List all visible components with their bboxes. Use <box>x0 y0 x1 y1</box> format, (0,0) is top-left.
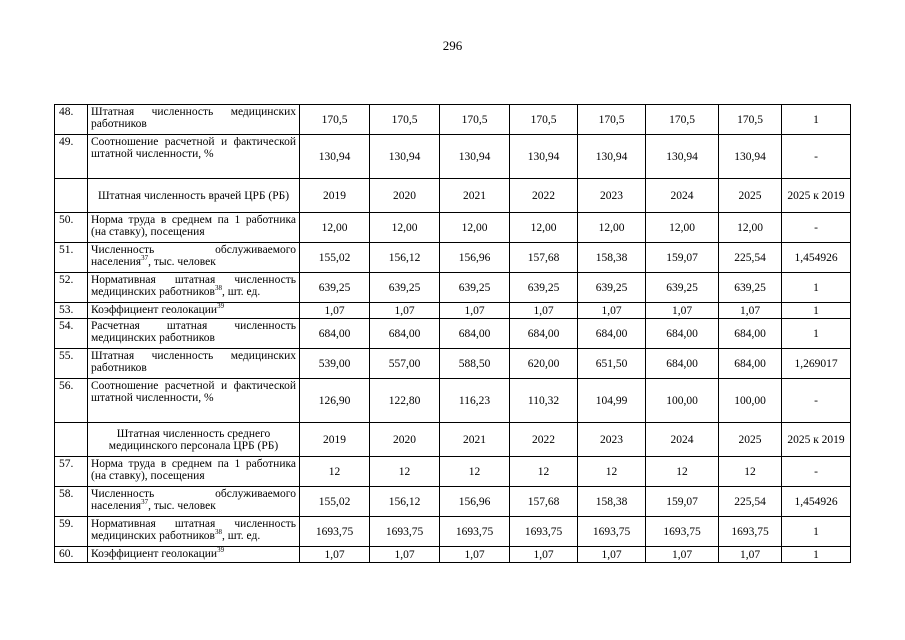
value-cell: 12 <box>719 457 782 487</box>
value-cell: 639,25 <box>370 273 440 303</box>
table-row <box>55 213 851 243</box>
row-description <box>88 243 300 273</box>
row-description <box>88 487 300 517</box>
value-cell: 639,25 <box>510 273 578 303</box>
row-description: Расчетная штатная численность медицинских работников <box>88 319 300 349</box>
value-cell: 1,07 <box>578 303 646 319</box>
row-description: Норма труда в среднем па 1 работника (на ставку), посещения <box>88 457 300 487</box>
row-number <box>55 423 88 457</box>
value-cell: 684,00 <box>370 319 440 349</box>
row-description <box>88 547 300 563</box>
value-cell: 156,12 <box>370 487 440 517</box>
year-header-cell: 2023 <box>578 179 646 213</box>
row-description: Штатная численность медицинских работников <box>88 105 300 135</box>
row-description <box>88 273 300 303</box>
value-cell: 639,25 <box>578 273 646 303</box>
value-cell: 1,07 <box>719 303 782 319</box>
value-cell: 130,94 <box>370 135 440 179</box>
value-cell: 122,80 <box>370 379 440 423</box>
value-cell: 156,96 <box>440 243 510 273</box>
year-header-cell: 2025 <box>719 179 782 213</box>
value-cell: 159,07 <box>646 487 719 517</box>
value-cell: 684,00 <box>440 319 510 349</box>
table-row <box>55 487 851 517</box>
value-cell: 639,25 <box>300 273 370 303</box>
value-cell: 158,38 <box>578 243 646 273</box>
year-header-cell: 2024 <box>646 179 719 213</box>
description-text: Коэффициент геолокации <box>91 548 218 560</box>
value-cell: 12 <box>440 457 510 487</box>
row-number: 50. <box>55 213 88 243</box>
value-cell: 1,07 <box>370 303 440 319</box>
value-cell: 539,00 <box>300 349 370 379</box>
row-number: 56. <box>55 379 88 423</box>
value-cell: 1,07 <box>300 303 370 319</box>
value-cell: 684,00 <box>646 349 719 379</box>
value-cell: 157,68 <box>510 487 578 517</box>
description-text: Коэффициент геолокации <box>91 304 218 316</box>
row-description: Соотношение расчетной и фактической штатной численности, % <box>88 135 300 179</box>
value-cell: 156,12 <box>370 243 440 273</box>
value-cell: 170,5 <box>578 105 646 135</box>
value-cell: 1,07 <box>370 547 440 563</box>
value-cell: 159,07 <box>646 243 719 273</box>
value-cell: 100,00 <box>646 379 719 423</box>
value-cell: 1,07 <box>646 547 719 563</box>
value-cell: 12 <box>510 457 578 487</box>
value-cell: 1 <box>782 517 851 547</box>
year-header-cell: 2019 <box>300 423 370 457</box>
row-description <box>88 517 300 547</box>
value-cell: 100,00 <box>719 379 782 423</box>
value-cell: 639,25 <box>440 273 510 303</box>
value-cell: 12 <box>370 457 440 487</box>
row-description: Штатная численность медицинских работников <box>88 349 300 379</box>
value-cell: 225,54 <box>719 487 782 517</box>
value-cell: 170,5 <box>440 105 510 135</box>
value-cell: 104,99 <box>578 379 646 423</box>
year-header-cell: 2022 <box>510 179 578 213</box>
row-number: 55. <box>55 349 88 379</box>
page-number: 296 <box>442 38 463 53</box>
value-cell: 620,00 <box>510 349 578 379</box>
value-cell: 110,32 <box>510 379 578 423</box>
row-description: Норма труда в среднем па 1 работника (на ставку), посещения <box>88 213 300 243</box>
value-cell: 130,94 <box>300 135 370 179</box>
year-header-cell: 2021 <box>440 423 510 457</box>
year-header-cell: 2021 <box>440 179 510 213</box>
value-cell: 12 <box>300 457 370 487</box>
value-cell: 588,50 <box>440 349 510 379</box>
row-description: Штатная численность врачей ЦРБ (РБ) <box>88 179 300 213</box>
value-cell: 170,5 <box>300 105 370 135</box>
value-cell: 1 <box>782 303 851 319</box>
value-cell: 170,5 <box>646 105 719 135</box>
value-cell: 684,00 <box>510 319 578 349</box>
value-cell: 130,94 <box>510 135 578 179</box>
value-cell: 155,02 <box>300 487 370 517</box>
table-section-header-row <box>55 179 851 213</box>
table-row <box>55 457 851 487</box>
value-cell: 1693,75 <box>300 517 370 547</box>
value-cell: 156,96 <box>440 487 510 517</box>
value-cell: 1 <box>782 547 851 563</box>
value-cell: - <box>782 457 851 487</box>
value-cell: 1,07 <box>646 303 719 319</box>
description-text: Нормативная штатная численность медицинских работников <box>91 274 296 298</box>
row-number: 58. <box>55 487 88 517</box>
value-cell: 1,07 <box>300 547 370 563</box>
year-header-cell: 2022 <box>510 423 578 457</box>
value-cell: 1693,75 <box>646 517 719 547</box>
value-cell: 157,68 <box>510 243 578 273</box>
value-cell: 12 <box>578 457 646 487</box>
value-cell: 684,00 <box>578 319 646 349</box>
row-number: 59. <box>55 517 88 547</box>
row-number: 57. <box>55 457 88 487</box>
row-number: 53. <box>55 303 88 319</box>
value-cell: 12,00 <box>646 213 719 243</box>
year-header-cell: 2023 <box>578 423 646 457</box>
value-cell: 639,25 <box>646 273 719 303</box>
description-text: Нормативная штатная численность медицинских работников <box>91 518 296 542</box>
staffing-table <box>54 104 851 563</box>
value-cell: 158,38 <box>578 487 646 517</box>
value-cell: 12,00 <box>719 213 782 243</box>
row-number: 48. <box>55 105 88 135</box>
value-cell: - <box>782 135 851 179</box>
value-cell: 155,02 <box>300 243 370 273</box>
table-row <box>55 379 851 423</box>
value-cell: 684,00 <box>719 319 782 349</box>
value-cell: 12,00 <box>440 213 510 243</box>
value-cell: 684,00 <box>719 349 782 379</box>
value-cell: 12,00 <box>578 213 646 243</box>
value-cell: 130,94 <box>719 135 782 179</box>
value-cell: 1,07 <box>510 303 578 319</box>
row-number: 52. <box>55 273 88 303</box>
value-cell: - <box>782 213 851 243</box>
table-row <box>55 135 851 179</box>
value-cell: 12,00 <box>300 213 370 243</box>
value-cell: 130,94 <box>440 135 510 179</box>
value-cell: 639,25 <box>719 273 782 303</box>
footnote-ref: 39 <box>217 546 225 555</box>
value-cell: 1,454926 <box>782 243 851 273</box>
value-cell: 1,07 <box>719 547 782 563</box>
footnote-ref: 38 <box>215 528 222 537</box>
row-number: 51. <box>55 243 88 273</box>
value-cell: - <box>782 379 851 423</box>
value-cell: 684,00 <box>300 319 370 349</box>
value-cell: 116,23 <box>440 379 510 423</box>
table-row <box>55 273 851 303</box>
row-description: Штатная численность среднего медицинского персонала ЦРБ (РБ) <box>88 423 300 457</box>
year-header-cell: 2025 <box>719 423 782 457</box>
value-cell: 1693,75 <box>510 517 578 547</box>
row-number: 49. <box>55 135 88 179</box>
table-row <box>55 517 851 547</box>
row-number <box>55 179 88 213</box>
value-cell: 1,269017 <box>782 349 851 379</box>
value-cell: 1,454926 <box>782 487 851 517</box>
year-header-cell: 2024 <box>646 423 719 457</box>
year-header-cell: 2025 к 2019 <box>782 423 851 457</box>
year-header-cell: 2020 <box>370 179 440 213</box>
value-cell: 1693,75 <box>440 517 510 547</box>
value-cell: 1,07 <box>440 303 510 319</box>
value-cell: 12 <box>646 457 719 487</box>
footnote-ref: 38 <box>215 284 222 293</box>
value-cell: 225,54 <box>719 243 782 273</box>
row-description: Соотношение расчетной и фактической штатной численности, % <box>88 379 300 423</box>
value-cell: 1693,75 <box>370 517 440 547</box>
value-cell: 557,00 <box>370 349 440 379</box>
table-row <box>55 319 851 349</box>
table-section-header-row <box>55 423 851 457</box>
description-unit: , тыс. человек <box>148 256 216 268</box>
table-row <box>55 349 851 379</box>
year-header-cell: 2025 к 2019 <box>782 179 851 213</box>
row-number: 60. <box>55 547 88 563</box>
description-unit: , шт. ед. <box>222 286 261 298</box>
value-cell: 1693,75 <box>719 517 782 547</box>
value-cell: 1693,75 <box>578 517 646 547</box>
description-unit: , тыс. человек <box>148 500 216 512</box>
year-header-cell: 2019 <box>300 179 370 213</box>
value-cell: 170,5 <box>370 105 440 135</box>
value-cell: 1,07 <box>510 547 578 563</box>
value-cell: 130,94 <box>646 135 719 179</box>
table-row <box>55 243 851 273</box>
description-text: Численность обслуживаемого населения <box>91 488 296 512</box>
table-row <box>55 105 851 135</box>
value-cell: 170,5 <box>510 105 578 135</box>
value-cell: 684,00 <box>646 319 719 349</box>
value-cell: 12,00 <box>370 213 440 243</box>
value-cell: 1 <box>782 273 851 303</box>
value-cell: 12,00 <box>510 213 578 243</box>
value-cell: 1,07 <box>440 547 510 563</box>
value-cell: 126,90 <box>300 379 370 423</box>
value-cell: 1 <box>782 105 851 135</box>
description-text: Численность обслуживаемого населения <box>91 244 296 268</box>
footnote-ref: 39 <box>217 302 225 311</box>
year-header-cell: 2020 <box>370 423 440 457</box>
value-cell: 651,50 <box>578 349 646 379</box>
description-unit: , шт. ед. <box>222 530 261 542</box>
value-cell: 130,94 <box>578 135 646 179</box>
table-row <box>55 303 851 319</box>
value-cell: 1,07 <box>578 547 646 563</box>
footnote-ref: 37 <box>141 498 149 507</box>
footnote-ref: 37 <box>141 254 149 263</box>
value-cell: 1 <box>782 319 851 349</box>
value-cell: 170,5 <box>719 105 782 135</box>
row-description <box>88 303 300 319</box>
table-row <box>55 547 851 563</box>
row-number: 54. <box>55 319 88 349</box>
